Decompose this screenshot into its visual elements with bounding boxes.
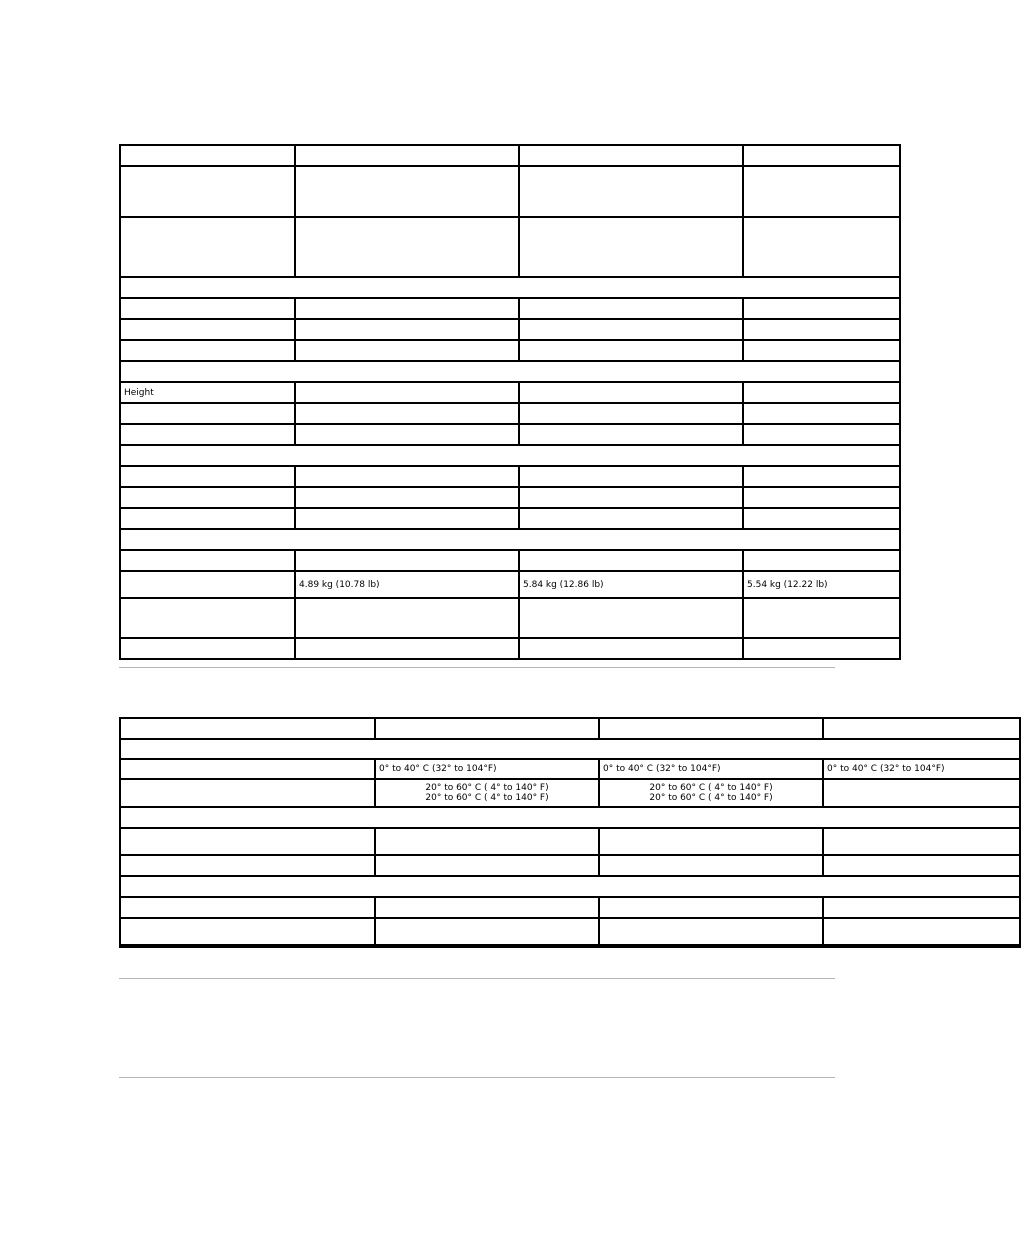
- cell-value: [295, 508, 519, 529]
- row-label: [120, 759, 375, 779]
- cell-value: [375, 945, 599, 947]
- cell-value: [519, 550, 743, 571]
- cell-value: [599, 718, 823, 739]
- cell-value: [295, 340, 519, 361]
- table-row: [120, 759, 1020, 779]
- cell-value: [599, 828, 823, 855]
- cell-value: 4.89 kg (10.78 lb): [295, 571, 519, 598]
- cell-value: [295, 217, 519, 277]
- cell-value: [743, 340, 900, 361]
- cell-value: [375, 855, 599, 876]
- cell-value: 20° to 60° C ( 4° to 140° F) 20° to 60° C ( 4° to 140° F): [375, 779, 599, 807]
- cell-value: [295, 638, 519, 659]
- table-row: [120, 487, 900, 508]
- cell-value: [519, 508, 743, 529]
- cell-value: [295, 145, 519, 166]
- table-row: [120, 445, 900, 466]
- table-row: [120, 277, 900, 298]
- cell-value: [295, 424, 519, 445]
- divider: [119, 1077, 835, 1078]
- table-row: [120, 739, 1020, 759]
- table-row: [120, 166, 900, 217]
- cell-value: [823, 779, 1020, 807]
- row-label: [120, 166, 295, 217]
- cell-value: [599, 918, 823, 945]
- cell-value: [375, 897, 599, 918]
- cell-value: [295, 403, 519, 424]
- cell-value: [519, 466, 743, 487]
- row-label: [120, 487, 295, 508]
- section-header: [120, 876, 1020, 897]
- cell-value: [743, 403, 900, 424]
- divider: [119, 667, 835, 668]
- table-row: [120, 897, 1020, 918]
- cell-value: [375, 828, 599, 855]
- table-row: [120, 298, 900, 319]
- cell-value: [743, 166, 900, 217]
- cell-value: [375, 918, 599, 945]
- cell-value: [599, 897, 823, 918]
- cell-value: 0° to 40° C (32° to 104°F): [599, 759, 823, 779]
- cell-value: [743, 217, 900, 277]
- section-header: [120, 739, 1020, 759]
- row-label: [120, 945, 375, 947]
- environment-table-container: [119, 717, 945, 948]
- cell-value: [743, 550, 900, 571]
- row-label: [120, 319, 295, 340]
- row-label: [120, 217, 295, 277]
- table-row: [120, 550, 900, 571]
- row-label: [120, 466, 295, 487]
- cell-value: [743, 424, 900, 445]
- section-header: [120, 361, 900, 382]
- table-row: [120, 807, 1020, 828]
- cell-value: [519, 217, 743, 277]
- row-label: [120, 918, 375, 945]
- row-label: [120, 340, 295, 361]
- cell-value: [519, 403, 743, 424]
- table-row: [120, 340, 900, 361]
- table-row: [120, 945, 1020, 947]
- environmental-specs-table: [119, 717, 1021, 948]
- cell-value: [295, 382, 519, 403]
- cell-value: [599, 855, 823, 876]
- table-row: [120, 718, 1020, 739]
- cell-value: [519, 638, 743, 659]
- cell-value: [375, 718, 599, 739]
- cell-value: [743, 145, 900, 166]
- cell-value: [823, 945, 1020, 947]
- table-row: [120, 361, 900, 382]
- cell-value: [519, 340, 743, 361]
- row-label: Height: [120, 382, 295, 403]
- section-header: [120, 277, 900, 298]
- cell-value: 5.54 kg (12.22 lb): [743, 571, 900, 598]
- cell-value: [519, 382, 743, 403]
- cell-value: [295, 166, 519, 217]
- cell-value: [295, 466, 519, 487]
- cell-value: [519, 298, 743, 319]
- cell-value: [519, 487, 743, 508]
- physical-specs-table: [119, 144, 901, 660]
- table-row: [120, 918, 1020, 945]
- cell-value: [743, 598, 900, 638]
- table-row: [120, 145, 900, 166]
- section-header: [120, 445, 900, 466]
- cell-value: [519, 166, 743, 217]
- table-row: [120, 855, 1020, 876]
- table-row: [120, 828, 1020, 855]
- table-row: [120, 382, 900, 403]
- cell-value: [743, 508, 900, 529]
- cell-value: [519, 145, 743, 166]
- cell-value: [823, 897, 1020, 918]
- cell-value: 0° to 40° C (32° to 104°F): [375, 759, 599, 779]
- row-label: [120, 508, 295, 529]
- cell-value: 20° to 60° C ( 4° to 140° F) 20° to 60° C ( 4° to 140° F): [599, 779, 823, 807]
- row-label: [120, 718, 375, 739]
- cell-value: [295, 550, 519, 571]
- row-label: [120, 897, 375, 918]
- cell-value: [743, 487, 900, 508]
- table-row: [120, 876, 1020, 897]
- cell-value: [519, 319, 743, 340]
- table-row: [120, 571, 900, 598]
- table-row: [120, 466, 900, 487]
- table-row: [120, 598, 900, 638]
- cell-value: [823, 718, 1020, 739]
- cell-value: [823, 918, 1020, 945]
- cell-value: [743, 319, 900, 340]
- section-header: [120, 529, 900, 550]
- row-label: [120, 828, 375, 855]
- cell-value: 0° to 40° C (32° to 104°F): [823, 759, 1020, 779]
- row-label: [120, 403, 295, 424]
- cell-value: [295, 319, 519, 340]
- divider: [119, 978, 835, 979]
- cell-value: [743, 638, 900, 659]
- cell-value: [743, 466, 900, 487]
- table-row: [120, 638, 900, 659]
- table-row: [120, 319, 900, 340]
- cell-value: [823, 828, 1020, 855]
- row-label: [120, 550, 295, 571]
- cell-value: [823, 855, 1020, 876]
- row-label: [120, 145, 295, 166]
- cell-value: [295, 598, 519, 638]
- row-label: [120, 571, 295, 598]
- row-label: [120, 855, 375, 876]
- row-label: [120, 598, 295, 638]
- physical-table-container: [119, 144, 842, 660]
- table-row: [120, 779, 1020, 807]
- section-header: [120, 807, 1020, 828]
- table-row: [120, 508, 900, 529]
- cell-value: [599, 945, 823, 947]
- cell-value: [519, 424, 743, 445]
- cell-value: [519, 598, 743, 638]
- table-row: [120, 529, 900, 550]
- cell-value: [743, 298, 900, 319]
- table-row: [120, 217, 900, 277]
- cell-value: [295, 298, 519, 319]
- row-label: [120, 638, 295, 659]
- cell-value: [743, 382, 900, 403]
- table-row: [120, 424, 900, 445]
- cell-value: 5.84 kg (12.86 lb): [519, 571, 743, 598]
- table-row: [120, 403, 900, 424]
- row-label: [120, 779, 375, 807]
- row-label: [120, 298, 295, 319]
- cell-value: [295, 487, 519, 508]
- row-label: [120, 424, 295, 445]
